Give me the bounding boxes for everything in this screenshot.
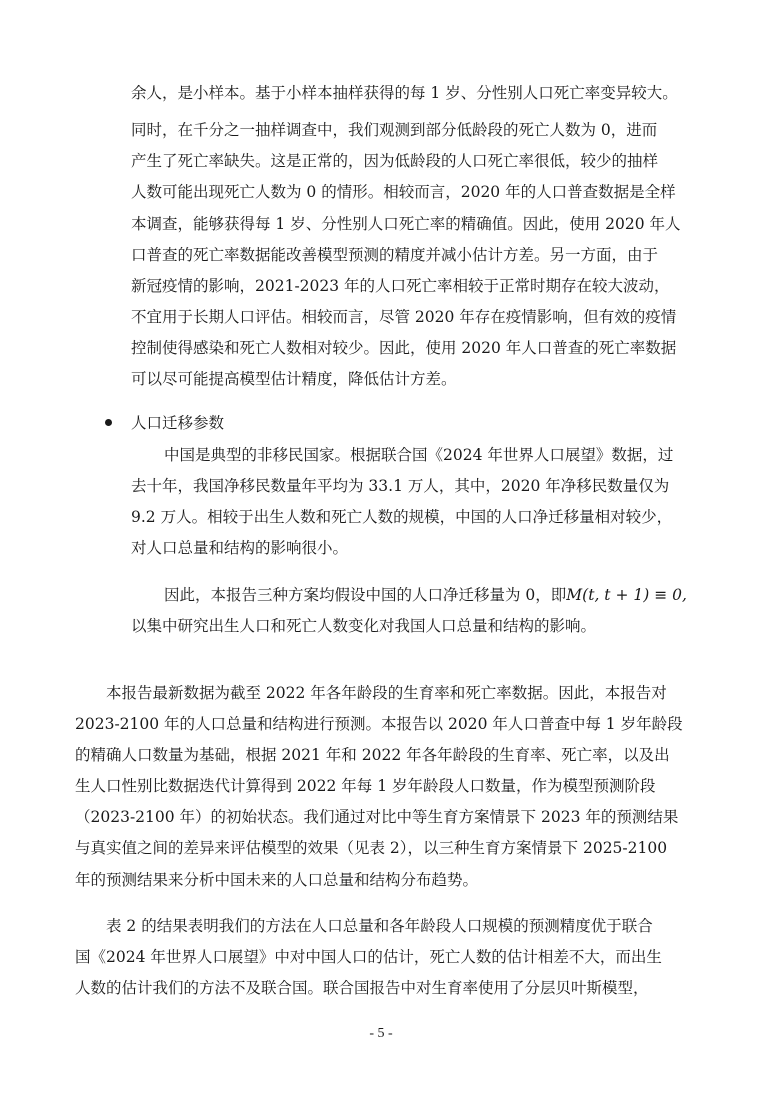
migration-line-3: 9.2 万人。相较于出生人数和死亡人数的规模，中国的人口净迁移量相对较少， [131, 508, 673, 526]
bullet-dot-icon [105, 419, 112, 426]
mortality-line-4: 人数可能出现死亡人数为 0 的情形。相较而言，2020 年的人口普查数据是全样 [131, 183, 676, 201]
data-line-4: 生人口性别比数据迭代计算得到 2022 年每 1 岁年龄段人口数量，作为模型预测阶段 [75, 777, 656, 795]
mortality-line-5: 本调查，能够获得每 1 岁、分性别人口死亡率的精确值。因此，使用 2020 年人 [131, 215, 681, 233]
table2-line-1: 表 2 的结果表明我们的方法在人口总量和各年龄段人口规模的预测精度优于联合 [106, 917, 653, 935]
bullet-migration [105, 413, 224, 433]
data-line-7: 年的预测结果来分析中国未来的人口总量和结构分布趋势。 [75, 871, 479, 889]
data-line-2: 2023-2100 年的人口总量和结构进行预测。本报告以 2020 年人口普查中每 1 岁年龄段 [75, 715, 683, 733]
mortality-line-3: 产生了死亡率缺失。这是正常的，因为低龄段的人口死亡率很低，较少的抽样 [131, 152, 659, 170]
mortality-line-2: 同时，在千分之一抽样调查中，我们观测到部分低龄段的死亡人数为 0，进而 [131, 121, 658, 139]
assumption-formula: M(t, t + 1) ≡ 0, [566, 586, 687, 604]
bullet-migration-label: 人口迁移参数 [131, 414, 225, 432]
mortality-line-9: 控制使得感染和死亡人数相对较少。因此，使用 2020 年人口普查的死亡率数据 [131, 339, 677, 357]
table2-line-2: 国《2024 年世界人口展望》中对中国人口的估计，死亡人数的估计相差不大，而出生 [75, 948, 662, 966]
data-line-1: 本报告最新数据为截至 2022 年各年龄段的生育率和死亡率数据。因此，本报告对 [106, 684, 667, 702]
data-line-5: （2023-2100 年）的初始状态。我们通过对比中等生育方案情景下 2023 年的预测结果 [75, 808, 679, 826]
mortality-line-7: 新冠疫情的影响，2021-2023 年的人口死亡率相较于正常时期存在较大波动， [131, 277, 670, 295]
data-line-3: 的精确人口数量为基础，根据 2021 年和 2022 年各年龄段的生育率、死亡率，以及出 [75, 746, 670, 764]
migration-line-4: 对人口总量和结构的影响很小。 [131, 539, 349, 557]
assumption-line-1 [164, 585, 687, 605]
mortality-line-8: 不宜用于长期人口评估。相较而言，尽管 2020 年存在疫情影响，但有效的疫情 [131, 308, 677, 326]
assumption-line-2: 以集中研究出生人口和死亡人数变化对我国人口总量和结构的影响。 [131, 617, 597, 635]
mortality-line-1: 余人，是小样本。基于小样本抽样获得的每 1 岁、分性别人口死亡率变异较大。 [131, 84, 678, 102]
mortality-line-6: 口普查的死亡率数据能改善模型预测的精度并减小估计方差。另一方面，由于 [131, 246, 659, 264]
assumption-text: 因此，本报告三种方案均假设中国的人口净迁移量为 0，即 [164, 586, 567, 604]
page-number: - 5 - [369, 1026, 393, 1041]
table2-line-3: 人数的估计我们的方法不及联合国。联合国报告中对生育率使用了分层贝叶斯模型， [75, 979, 649, 997]
mortality-line-10: 可以尽可能提高模型估计精度，降低估计方差。 [131, 370, 457, 388]
migration-line-2: 去十年，我国净移民数量年平均为 33.1 万人，其中，2020 年净移民数量仅为 [131, 477, 670, 495]
migration-line-1: 中国是典型的非移民国家。根据联合国《2024 年世界人口展望》数据，过 [164, 446, 674, 464]
data-line-6: 与真实值之间的差异来评估模型的效果（见表 2），以三种生育方案情景下 2025-2100 [75, 839, 668, 857]
